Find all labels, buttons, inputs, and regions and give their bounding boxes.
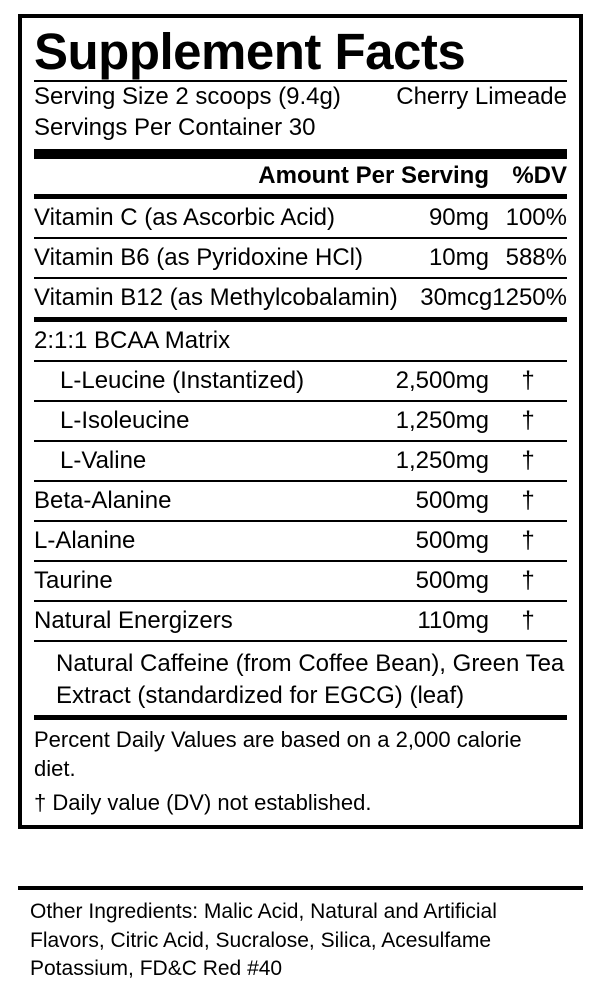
- table-header-row: [34, 159, 567, 194]
- serving-size-text: Serving Size 2 scoops (9.4g): [34, 83, 341, 111]
- nutrient-dv: 100%: [505, 204, 567, 232]
- nutrient-name: L-Leucine (Instantized): [60, 367, 305, 395]
- table-row: [34, 239, 567, 277]
- table-row: [34, 522, 567, 560]
- nutrient-amount: 500mg: [415, 527, 489, 555]
- nutrient-amount: 2,500mg: [395, 367, 489, 395]
- nutrient-dv: †: [521, 607, 535, 635]
- nutrient-amount: 1,250mg: [395, 407, 489, 435]
- table-row: [34, 402, 567, 440]
- blend-title: 2:1:1 BCAA Matrix: [34, 327, 231, 355]
- footnote-daily-values: Percent Daily Values are based on a 2,000 calorie diet.: [34, 726, 522, 781]
- nutrient-name: L-Alanine: [34, 527, 136, 555]
- nutrient-amount: 500mg: [415, 487, 489, 515]
- facts-panel: [18, 14, 583, 829]
- nutrient-name: L-Valine: [60, 447, 147, 475]
- footnote-dagger: † Daily value (DV) not established.: [34, 789, 372, 815]
- nutrient-dv: †: [521, 447, 535, 475]
- nutrient-name: Vitamin B6 (as Pyridoxine HCl): [34, 244, 364, 272]
- nutrient-name: Taurine: [34, 567, 113, 595]
- table-row: [34, 279, 567, 317]
- nutrient-name: Natural Energizers: [34, 607, 233, 635]
- nutrient-dv: 588%: [505, 244, 567, 272]
- nutrient-amount: 30mcg: [420, 284, 493, 312]
- servings-per-container-text: Servings Per Container 30: [34, 113, 316, 141]
- table-row: [34, 482, 567, 520]
- nutrient-name: L-Isoleucine: [60, 407, 190, 435]
- nutrient-amount: 10mg: [428, 244, 489, 272]
- nutrient-name: Vitamin B12 (as Methylcobalamin): [34, 284, 398, 312]
- divider-thick-top: [34, 149, 567, 159]
- other-ingredients-section: [18, 886, 583, 984]
- nutrient-dv: †: [521, 527, 535, 555]
- nutrient-name: Beta-Alanine: [34, 487, 172, 515]
- nutrient-name: Vitamin C (as Ascorbic Acid): [34, 204, 335, 232]
- flavor-text: Cherry Limeade: [396, 83, 567, 111]
- nutrient-amount: 90mg: [428, 204, 489, 232]
- nutrient-dv: †: [521, 487, 535, 515]
- nutrient-dv: 1250%: [492, 284, 567, 312]
- nutrient-amount: 500mg: [415, 567, 489, 595]
- serving-size-row: [34, 82, 567, 113]
- table-row: [34, 199, 567, 237]
- nutrient-amount: 1,250mg: [395, 447, 489, 475]
- table-row: [34, 562, 567, 600]
- header-percent-dv: %DV: [512, 162, 567, 190]
- energizers-description: Natural Caffeine (from Coffee Bean), Green Tea Extract (standardized for EGCG) (leaf): [56, 650, 565, 709]
- header-amount-per-serving: Amount Per Serving: [258, 162, 489, 190]
- nutrient-dv: †: [521, 567, 535, 595]
- table-row: [34, 442, 567, 480]
- nutrient-dv: †: [521, 407, 535, 435]
- page-title: Supplement Facts: [34, 23, 466, 80]
- nutrient-amount: 110mg: [417, 607, 489, 635]
- table-row: [34, 602, 567, 640]
- nutrient-dv: †: [521, 367, 535, 395]
- other-ingredients-text: Other Ingredients: Malic Acid, Natural and Artificial Flavors, Citric Acid, Sucralose, Silica, Acesulfame Potassium, FD&C Red #40: [30, 900, 497, 981]
- table-row: [34, 362, 567, 400]
